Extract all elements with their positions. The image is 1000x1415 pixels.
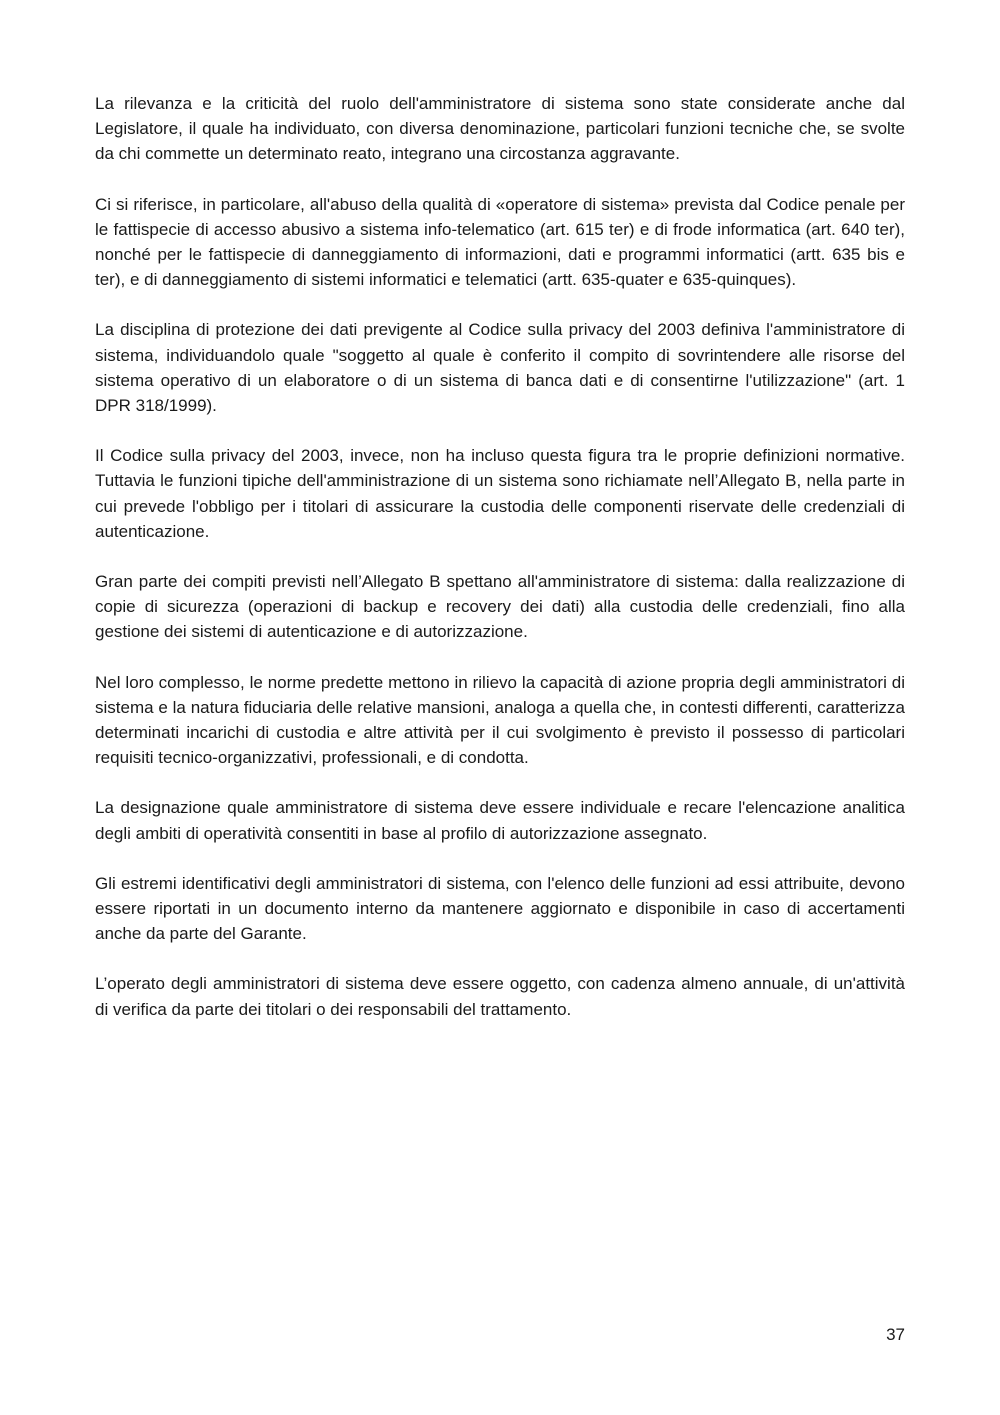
- paragraph: Il Codice sulla privacy del 2003, invece, non ha incluso questa figura tra le proprie definizioni normative. Tuttavia le funzioni tipiche dell'amministrazione di un sistema sono richiamate nell’Allegato B, nella parte in cui prevede l'obbligo per i titolari di assicurare la custodia delle componenti riservate delle credenziali di autenticazione.: [95, 446, 905, 541]
- page-body: [95, 91, 905, 1047]
- paragraph: Nel loro complesso, le norme predette mettono in rilievo la capacità di azione propria degli amministratori di sistema e la natura fiduciaria delle relative mansioni, analoga a quella che, in contesti differenti, caratterizza determinati incarichi di custodia e altre attività per il cui svolgimento è previsto il possesso di particolari requisiti tecnico-organizzativi, professionali, e di condotta.: [95, 672, 905, 768]
- paragraph: La disciplina di protezione dei dati previgente al Codice sulla privacy del 2003 definiva l'amministratore di sistema, individuandolo quale "soggetto al quale è conferito il compito di sovrintendere alle risorse del sistema operativo di un elaboratore o di un sistema di banca dati e di consentirne l'utilizzazione" (art. 1 DPR 318/1999).: [95, 320, 905, 416]
- paragraph: Ci si riferisce, in particolare, all'abuso della qualità di «operatore di sistema» prevista dal Codice penale per le fattispecie di accesso abusivo a sistema info-telematico (art. 615 ter) e di frode informatica (art. 640 ter), nonché per le fattispecie di danneggiamento di informazioni, dati e programmi informatici (artt. 635 bis e ter), e di danneggiamento di sistemi informatici e telematici (artt. 635-quater e 635-quinques).: [95, 194, 905, 290]
- paragraph: L’operato degli amministratori di sistema deve essere oggetto, con cadenza almeno annuale, di un'attività di verifica da parte dei titolari o dei responsabili del trattamento.: [95, 974, 905, 1019]
- paragraph: Gran parte dei compiti previsti nell’Allegato B spettano all'amministratore di sistema: dalla realizzazione di copie di sicurezza (operazioni di backup e recovery dei dati) alla custodia delle credenziali, fino alla gestione dei sistemi di autenticazione e di autorizzazione.: [95, 572, 905, 642]
- paragraph: La designazione quale amministratore di sistema deve essere individuale e recare l'elencazione analitica degli ambiti di operatività consentiti in base al profilo di autorizzazione assegnato.: [95, 798, 905, 843]
- page-number: 37: [886, 1325, 905, 1344]
- paragraph: La rilevanza e la criticità del ruolo dell'amministratore di sistema sono state considerate anche dal Legislatore, il quale ha individuato, con diversa denominazione, particolari funzioni tecniche che, se svolte da chi commette un determinato reato, integrano una circostanza aggravante.: [95, 94, 905, 164]
- paragraph: Gli estremi identificativi degli amministratori di sistema, con l'elenco delle funzioni ad essi attribuite, devono essere riportati in un documento interno da mantenere aggiornato e disponibile in caso di accertamenti anche da parte del Garante.: [95, 873, 905, 944]
